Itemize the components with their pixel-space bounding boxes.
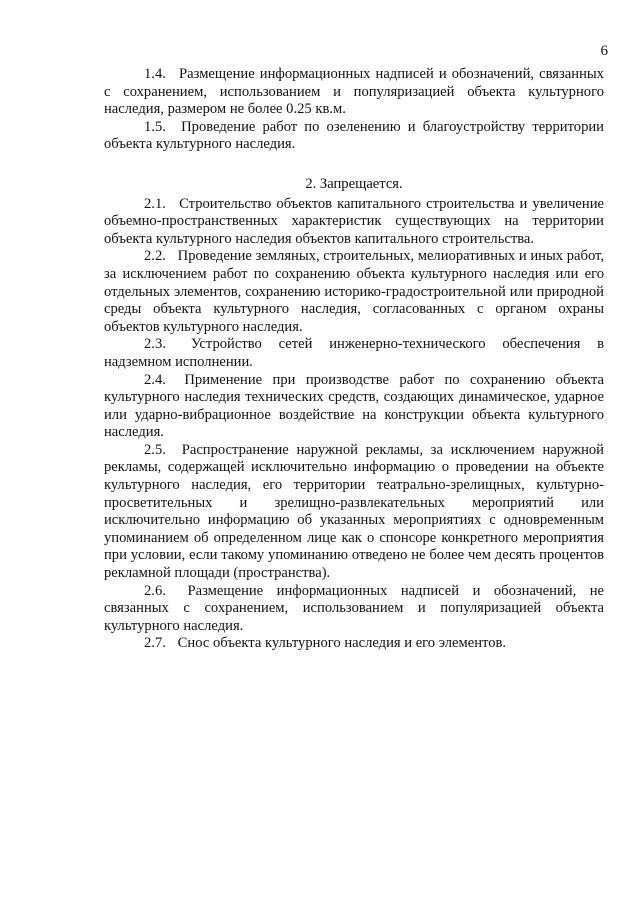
clause-2-4 bbox=[104, 372, 604, 442]
clause-text: Устройство сетей инженерно-технического обеспечения в надземном исполнении. bbox=[104, 336, 604, 370]
clause-number: 2.5. bbox=[144, 441, 166, 458]
clause-text: Размещение информационных надписей и обозначений, не связанных с сохранением, использованием и популяризацией объекта культурного наследия. bbox=[104, 582, 604, 634]
clause-2-1 bbox=[104, 196, 604, 249]
page-number: 6 bbox=[600, 43, 608, 59]
document-body bbox=[104, 66, 604, 653]
clause-number: 2.2. bbox=[144, 248, 166, 265]
clause-number: 2.3. bbox=[144, 336, 166, 353]
clause-text: Размещение информационных надписей и обозначений, связанных с сохранением, использованием и популяризацией объекта культурного наследия, размером не более 0.25 кв.м. bbox=[104, 66, 604, 118]
clause-number: 1.5. bbox=[144, 118, 166, 135]
clause-number: 1.4. bbox=[144, 66, 166, 82]
clause-text: Проведение работ по озеленению и благоустройству территории объекта культурного наследия. bbox=[104, 118, 604, 153]
clause-2-6 bbox=[104, 583, 604, 636]
clause-2-7 bbox=[104, 635, 604, 653]
clause-2-2 bbox=[104, 248, 604, 336]
section-heading: 2. Запрещается. bbox=[305, 175, 403, 192]
clause-number: 2.6. bbox=[144, 582, 166, 599]
clause-text: Проведение земляных, строительных, мелиоративных и иных работ, за исключением работ по сохранению объекта культурного наследия или его отдельных элементов, сохранению историко-градостроительной или природной среды объекта культурного наследия, согласованных с органом охраны объектов культурного наследия. bbox=[104, 248, 604, 335]
clause-number: 2.1. bbox=[144, 195, 166, 212]
clause-text: Строительство объектов капитального строительства и увеличение объемно-пространственных характеристик существующих на территории объекта культурного наследия объектов капитального строительства. bbox=[104, 195, 604, 247]
clause-2-3 bbox=[104, 336, 604, 371]
clause-2-5 bbox=[104, 442, 604, 583]
clause-1-5 bbox=[104, 119, 604, 154]
clause-1-4 bbox=[104, 66, 604, 119]
clause-number: 2.7. bbox=[144, 635, 166, 652]
clause-text: Применение при производстве работ по сохранению объекта культурного наследия технических средств, создающих динамическое, ударное или ударно-вибрационное воздействие на конструкции объекта культурного наследия. bbox=[104, 371, 604, 441]
clause-text: Снос объекта культурного наследия и его элементов. bbox=[177, 635, 507, 652]
clause-text: Распространение наружной рекламы, за исключением наружной рекламы, содержащей исключительно информацию о проведении на объекте культурного наследия, его территории театрально-зрелищных, культурно-просветительных и зрелищно-развлекательных мероприятий или исключительно информацию об указанных мероприятиях с одновременным упоминанием об определенном лице как о спонсоре конкретного мероприятия при условии, если такому упоминанию отведено не более чем десять процентов рекламной площади (пространства). bbox=[104, 441, 604, 582]
clause-number: 2.4. bbox=[144, 371, 166, 388]
